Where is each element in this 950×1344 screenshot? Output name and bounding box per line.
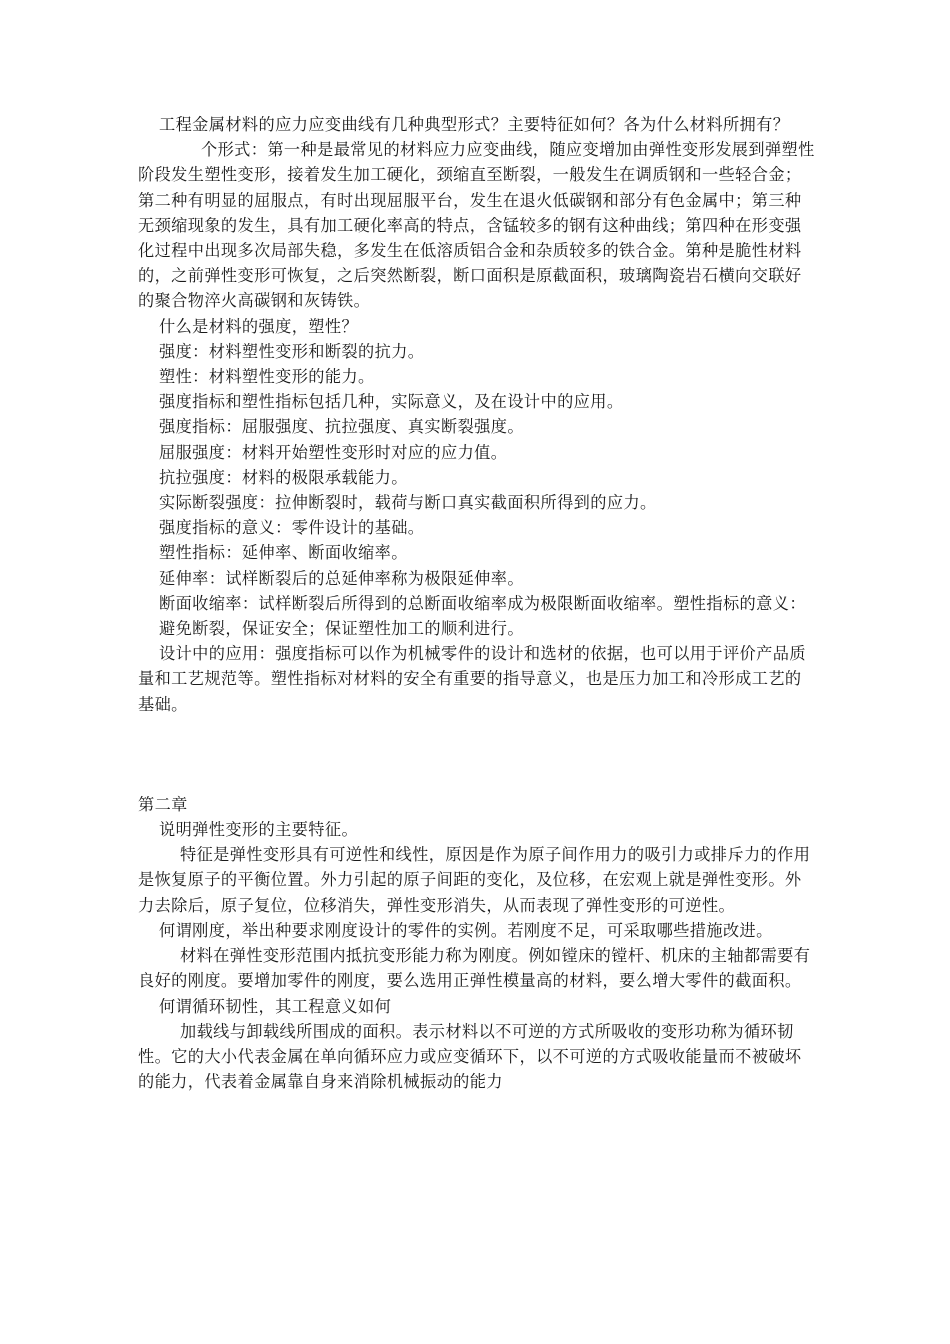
design-application: 设计中的应用：强度指标可以作为机械零件的设计和选材的依据，也可以用于评价产品质量和工艺规范等。塑性指标对材料的安全有重要的指导意义，也是压力加工和冷形成工艺的基础。 <box>138 644 806 714</box>
question-strength-plasticity: 什么是材料的强度，塑性？ <box>159 316 359 336</box>
plasticity-indices: 塑性指标：延伸率、断面收缩率。 <box>159 543 408 563</box>
answer-stiffness: 材料在弹性变形范围内抵抗变形能力称为刚度。例如镗床的镗杆、机床的主轴都需要有良好的刚度。要增加零件的刚度，要么选用正弹性模量高的材料，要么增大零件的截面积。 <box>138 946 811 991</box>
strength-definition: 强度：材料塑性变形和断裂的抗力。 <box>159 341 425 361</box>
answer-elastic-features: 特征是弹性变形具有可逆性和线性，原因是作为原子间作用力的吸引力或排斥力的作用是恢复原子的平衡位置。外力引起的原子间距的变化，及位移，在宏观上就是弹性变形。外力去除后，原子复位，位移消失，弹性变形消失，从而表现了弹性变形的可逆性。 <box>138 845 811 915</box>
plasticity-definition: 塑性：材料塑性变形的能力。 <box>159 367 375 387</box>
question-cyclic-toughness: 何谓循环韧性，其工程意义如何 <box>159 996 392 1016</box>
chapter-title: 第二章 <box>138 794 188 814</box>
question-elastic-features: 说明弹性变形的主要特征。 <box>159 820 359 840</box>
tensile-strength: 抗拉强度：材料的极限承载能力。 <box>159 467 408 487</box>
elongation: 延伸率：试样断裂后的总延伸率称为极限延伸率。 <box>159 568 524 588</box>
yield-strength: 屈服强度：材料开始塑性变形时对应的应力值。 <box>159 442 508 462</box>
strength-indices: 强度指标：屈服强度、抗拉强度、真实断裂强度。 <box>159 417 524 437</box>
document-body <box>138 112 818 1094</box>
answer-cyclic-toughness: 加载线与卸载线所围成的面积。表示材料以不可逆的方式所吸收的变形功称为循环韧性。它的大小代表金属在单向循环应力或应变循环下，以不可逆的方式吸收能量而不被破坏的能力，代表着金属靠自身来消除机械振动的能力 <box>138 1021 802 1092</box>
question-stiffness: 何谓刚度，举出种要求刚度设计的零件的实例。若刚度不足，可采取哪些措施改进。 <box>159 920 773 940</box>
strength-meaning: 强度指标的意义：零件设计的基础。 <box>159 518 425 538</box>
question-indices: 强度指标和塑性指标包括几种，实际意义，及在设计中的应用。 <box>159 392 624 412</box>
reduction-of-area: 断面收缩率：试样断裂后所得到的总断面收缩率成为极限断面收缩率。塑性指标的意义：避免断裂，保证安全；保证塑性加工的顺利进行。 <box>159 593 806 639</box>
answer-stress-strain-curve: 个形式：第一种是最常见的材料应力应变曲线，随应变增加由弹性变形发展到弹塑性阶段发生塑性变形，接着发生加工硬化，颈缩直至断裂，一般发生在调质钢和一些轻合金；第二种有明显的屈服点，有时出现屈服平台，发生在退火低碳钢和部分有色金属中；第三种无颈缩现象的发生，具有加工硬化率高的特点，含锰较多的钢有这种曲线；第四种在形变强化过程中出现多次局部失稳，多发生在低溶质铝合金和杂质较多的铁合金。第种是脆性材料的，之前弹性变形可恢复，之后突然断裂，断口面积是原截面积，玻璃陶瓷岩石横向交联好的聚合物淬火高碳钢和灰铸铁。 <box>138 140 815 311</box>
question-stress-strain-curve: 工程金属材料的应力应变曲线有几种典型形式？主要特征如何？各为什么材料所拥有？ <box>159 115 790 134</box>
true-fracture-strength: 实际断裂强度：拉伸断裂时，载荷与断口真实截面积所得到的应力。 <box>159 493 657 513</box>
